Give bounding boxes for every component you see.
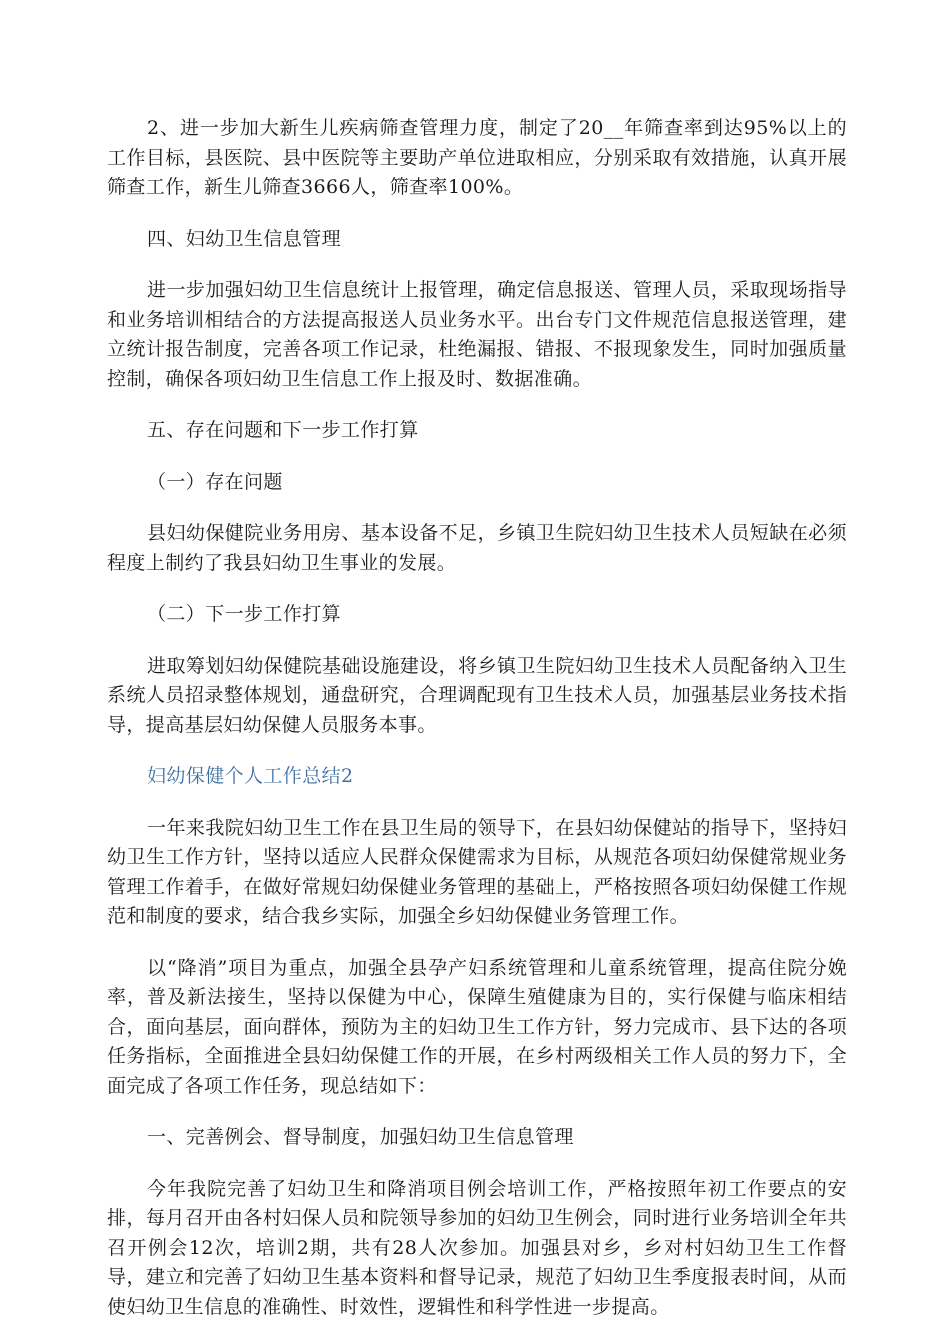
paragraph-info-management: 进一步加强妇幼卫生信息统计上报管理，确定信息报送、管理人员，采取现场指导和业务培训相结合的方法提高报送人员业务水平。出台专门文件规范信息报送管理，建立统计报告制度，完善各项工作记录，杜绝漏报、错报、不报现象发生，同时加强质量控制，确保各项妇幼卫生信息工作上报及时、数据准确。: [107, 279, 847, 390]
paragraph-year-overview: 一年来我院妇幼卫生工作在县卫生局的领导下，在县妇幼保健站的指导下，坚持妇幼卫生工作方针，坚持以适应人民群众保健需求为目标，从规范各项妇幼保健常规业务管理工作着手，在做好常规妇幼保健业务管理的基础上，严格按照各项妇幼保健工作规范和制度的要求，结合我乡实际，加强全乡妇幼保健业务管理工作。: [107, 816, 847, 927]
paragraph-meetings-supervision: 今年我院完善了妇幼卫生和降消项目例会培训工作，严格按照年初工作要点的安排，每月召开由各村妇保人员和院领导参加的妇幼卫生例会，同时进行业务培训全年共召开例会12次，培训2期，共有28人次参加。加强县对乡，乡对村妇幼卫生工作督导，建立和完善了妇幼卫生基本资料和督导记录，规范了妇幼卫生季度报表时间，从而使妇幼卫生信息的准确性、时效性，逻辑性和科学性进一步提高。: [107, 1177, 847, 1318]
paragraph-problems: 县妇幼保健院业务用房、基本设备不足，乡镇卫生院妇幼卫生技术人员短缺在必须程度上制约了我县妇幼卫生事业的发展。: [107, 522, 847, 574]
paragraph-newborn-screening: 2、进一步加大新生儿疾病筛查管理力度，制定了20__年筛查率到达95%以上的工作目标，县医院、县中医院等主要助产单位进取相应，分别采取有效措施，认真开展筛查工作，新生儿筛查3666人，筛查率100%。: [107, 117, 847, 198]
heading-meetings-supervision: 一、完善例会、督导制度，加强妇幼卫生信息管理: [147, 1126, 574, 1148]
heading-info-management: 四、妇幼卫生信息管理: [147, 227, 342, 250]
paragraph-key-project: 以“降消”项目为重点，加强全县孕产妇系统管理和儿童系统管理，提高住院分娩率，普及新法接生，坚持以保健为中心，保障生殖健康为目的，实行保健与临床相结合，面向基层，面向群体，预防为主的妇幼卫生工作方针，努力完成市、县下达的各项任务指标，全面推进全县妇幼保健工作的开展，在乡村两级相关工作人员的努力下，全面完成了各项工作任务，现总结如下：: [107, 956, 847, 1097]
paragraph-next-plans: 进取筹划妇幼保健院基础设施建设，将乡镇卫生院妇幼卫生技术人员配备纳入卫生系统人员招录整体规划，通盘研究，合理调配现有卫生技术人员，加强基层业务技术指导，提高基层妇幼保健人员服务本事。: [107, 654, 847, 736]
section-title-summary-2: 妇幼保健个人工作总结2: [147, 765, 354, 787]
subheading-next-plans: （二）下一步工作打算: [147, 603, 342, 625]
document-body: [107, 114, 847, 1344]
subheading-problems: （一）存在问题: [147, 470, 283, 493]
heading-problems-and-plans: 五、存在问题和下一步工作打算: [147, 419, 419, 441]
